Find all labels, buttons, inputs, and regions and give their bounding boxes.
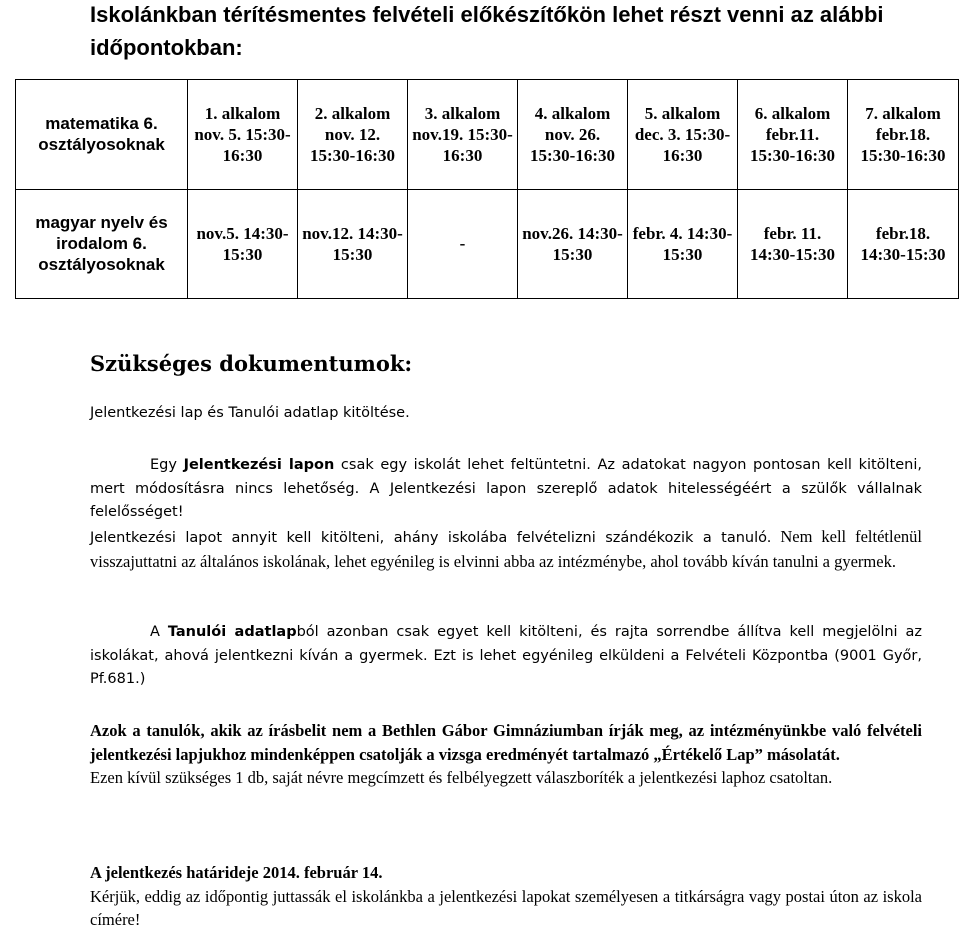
page-heading: Iskolánkban térítésmentes felvételi előkészítőkön lehet részt venni az alábbi időpontokban:	[90, 2, 884, 60]
session-3-hungarian	[408, 189, 518, 299]
session-6-math	[738, 80, 848, 190]
session-time: nov.5. 14:30-15:30	[196, 223, 289, 264]
paragraph-evaluation-sheet: Azok a tanulók, akik az írásbelit nem a Bethlen Gábor Gimnáziumban írják meg, az intézményünkbe való felvételi jelentkezési lapjukhoz mindenképpen csatolják a vizsga eredményét tartalmazó „Értékelő Lap” másolatát. Ezen kívül szükséges 1 db, saját névre megcímzett és felbélyegzett válaszboríték a jelentkezési laphoz csatoltan.	[90, 721, 922, 787]
session-header: 5. alkalom	[644, 103, 721, 123]
paragraph-application-form: Egy Jelentkezési lapon csak egy iskolát lehet feltüntetni. Az adatokat nagyon pontosan kell kitölteni, mert módosításra nincs lehetőség. A Jelentkezési lapon szereplő adatok hitelességéért a szülők vállalnak felelősséget! Jelentkezési lapot annyit kell kitölteni, ahány iskolába felvételizni szándékozik a tanuló. Nem kell feltétlenül visszajuttatni az általános iskolának, lehet egyénileg is elvinni abba az intézménybe, ahol tovább kíván tanulni a gyermek.	[90, 457, 923, 571]
session-time: nov.12. 14:30-15:30	[302, 223, 403, 264]
session-time: nov.26. 14:30-15:30	[522, 223, 623, 264]
session-header: 3. alkalom	[424, 103, 501, 123]
session-1-hungarian	[188, 189, 298, 299]
session-2-math	[298, 80, 408, 190]
session-time: -	[459, 234, 466, 254]
session-header: 2. alkalom	[314, 103, 391, 123]
session-time: dec. 3. 15:30-16:30	[634, 124, 731, 165]
session-time: febr.11. 15:30-16:30	[750, 124, 835, 165]
schedule-row-hungarian	[16, 189, 959, 299]
session-header: 6. alkalom	[754, 103, 831, 123]
session-5-hungarian	[628, 189, 738, 299]
session-1-math	[188, 80, 298, 190]
schedule-row-math	[16, 80, 959, 190]
session-time: febr.18. 15:30-16:30	[860, 124, 946, 165]
row-label-math: matematika 6. osztályosoknak	[16, 80, 188, 190]
session-time: nov.19. 15:30-16:30	[412, 124, 513, 165]
session-5-math	[628, 80, 738, 190]
session-header: 7. alkalom	[865, 103, 941, 123]
session-header: 4. alkalom	[534, 103, 611, 123]
session-header: 1. alkalom	[204, 103, 281, 123]
session-time: febr. 4. 14:30-15:30	[632, 223, 733, 264]
session-7-math	[848, 80, 959, 190]
session-4-math	[518, 80, 628, 190]
session-7-hungarian	[848, 189, 959, 299]
session-time: febr.18. 14:30-15:30	[860, 223, 946, 264]
session-time: nov. 12. 15:30-16:30	[310, 124, 395, 165]
session-time: nov. 26. 15:30-16:30	[530, 124, 615, 165]
paragraph-deadline: A jelentkezés határideje 2014. február 14. Kérjük, eddig az időpontig juttassák el iskolánkba a jelentkezési lapokat személyesen a titkárságra vagy postai úton az iskola címére!	[90, 863, 922, 929]
session-4-hungarian	[518, 189, 628, 299]
session-6-hungarian	[738, 189, 848, 299]
schedule-body	[16, 80, 959, 299]
session-time: nov. 5. 15:30-16:30	[194, 124, 291, 165]
schedule-table	[15, 79, 959, 299]
row-label-hungarian: magyar nyelv és irodalom 6. osztályosoknak	[16, 189, 188, 299]
documents-title: Szükséges dokumentumok:	[90, 351, 413, 376]
session-3-math	[408, 80, 518, 190]
session-2-hungarian	[298, 189, 408, 299]
session-time: febr. 11. 14:30-15:30	[750, 223, 835, 264]
documents-intro: Jelentkezési lap és Tanulói adatlap kitöltése.	[90, 405, 410, 421]
paragraph-student-datasheet: A Tanulói adatlapból azonban csak egyet kell kitölteni, és rajta sorrendbe állítva kell megjelölni az iskolákat, ahová jelentkezni kíván a gyermek. Ezt is lehet egyénileg elküldeni a Felvételi Központba (9001 Győr, Pf.681.)	[90, 624, 922, 687]
